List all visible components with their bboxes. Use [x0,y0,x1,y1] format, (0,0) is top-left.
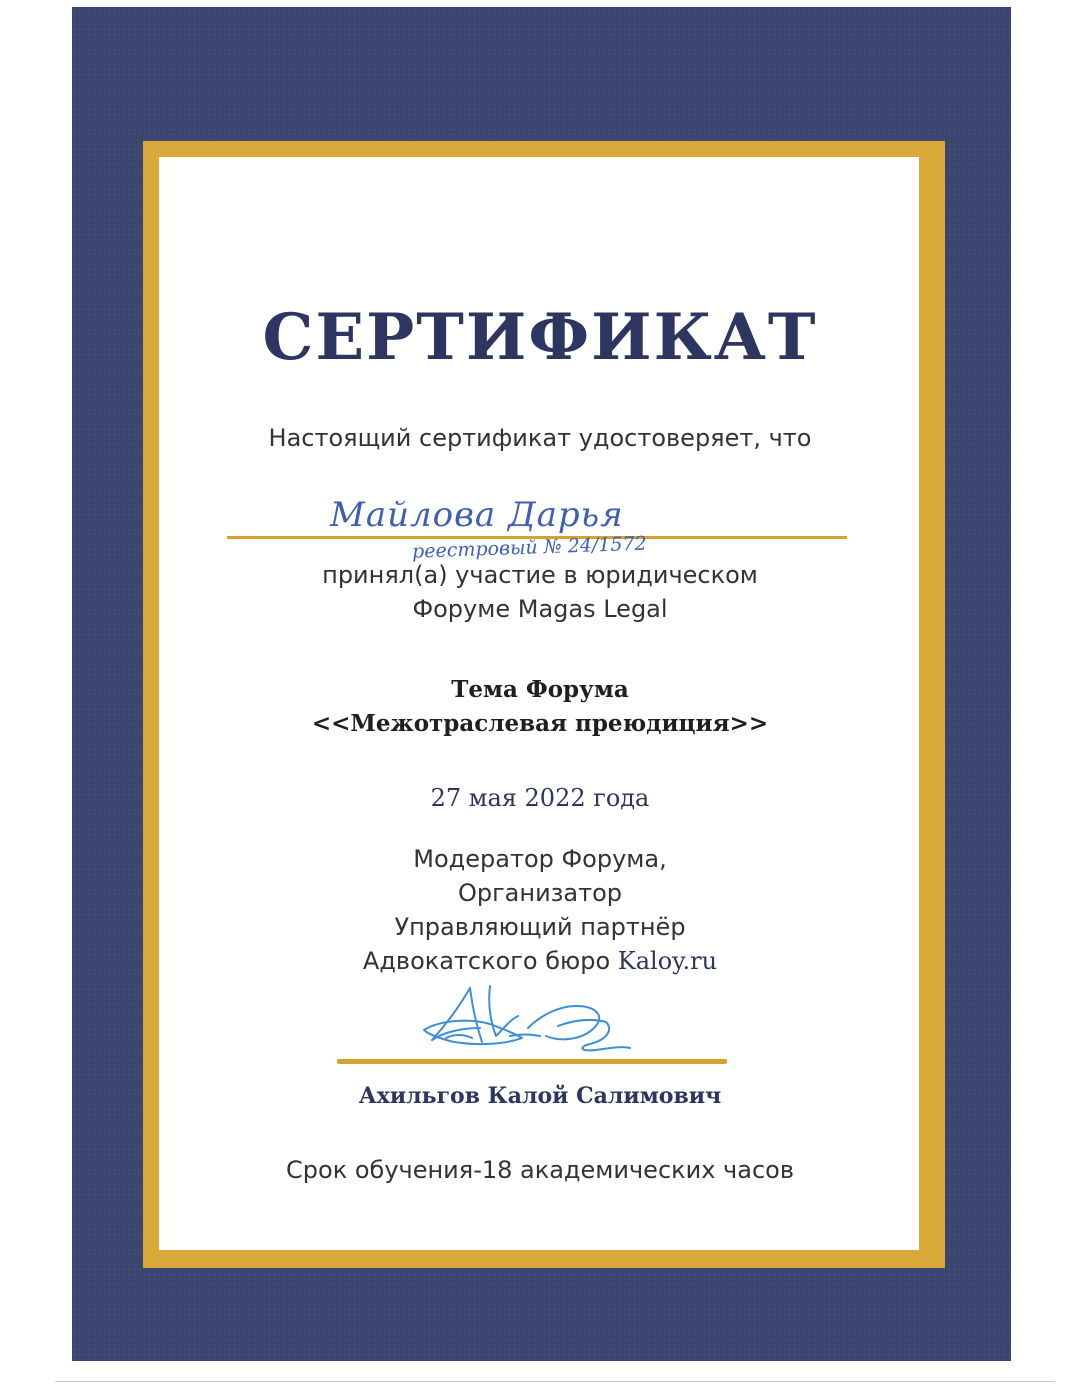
event-date: 27 мая 2022 года [430,784,650,812]
moderator-line-1: Модератор Форума, [413,845,667,873]
theme-value: <<Межотраслевая преюдиция>> [311,710,769,737]
certificate-title: СЕРТИФИКАТ [262,300,818,375]
participation-line-1: принял(а) участие в юридическом [322,561,758,589]
theme-label: Тема Форума [451,676,629,703]
moderator-line-2: Организатор [457,879,623,907]
moderator-line-4-prefix: Адвокатского бюро [362,947,618,975]
signer-name: Ахильгов Калой Салимович [358,1083,722,1109]
scan-edge-line [55,1381,1055,1382]
moderator-line-3: Управляющий партнёр [394,913,686,941]
certifies-text: Настоящий сертификат удостоверяет, что [268,424,812,452]
registry-note-handwritten: реестровый № 24/1572 [411,532,648,563]
participation-line-2: Форуме Magas Legal [412,595,668,623]
signature-underline [337,1059,727,1064]
recipient-name-handwritten: Майлова Дарья [330,495,624,535]
kaloy-brand: Kaloy.ru [617,947,718,975]
study-duration: Срок обучения-18 академических часов [286,1156,794,1184]
signature-icon [410,980,640,1060]
moderator-line-4 [0,947,1080,975]
